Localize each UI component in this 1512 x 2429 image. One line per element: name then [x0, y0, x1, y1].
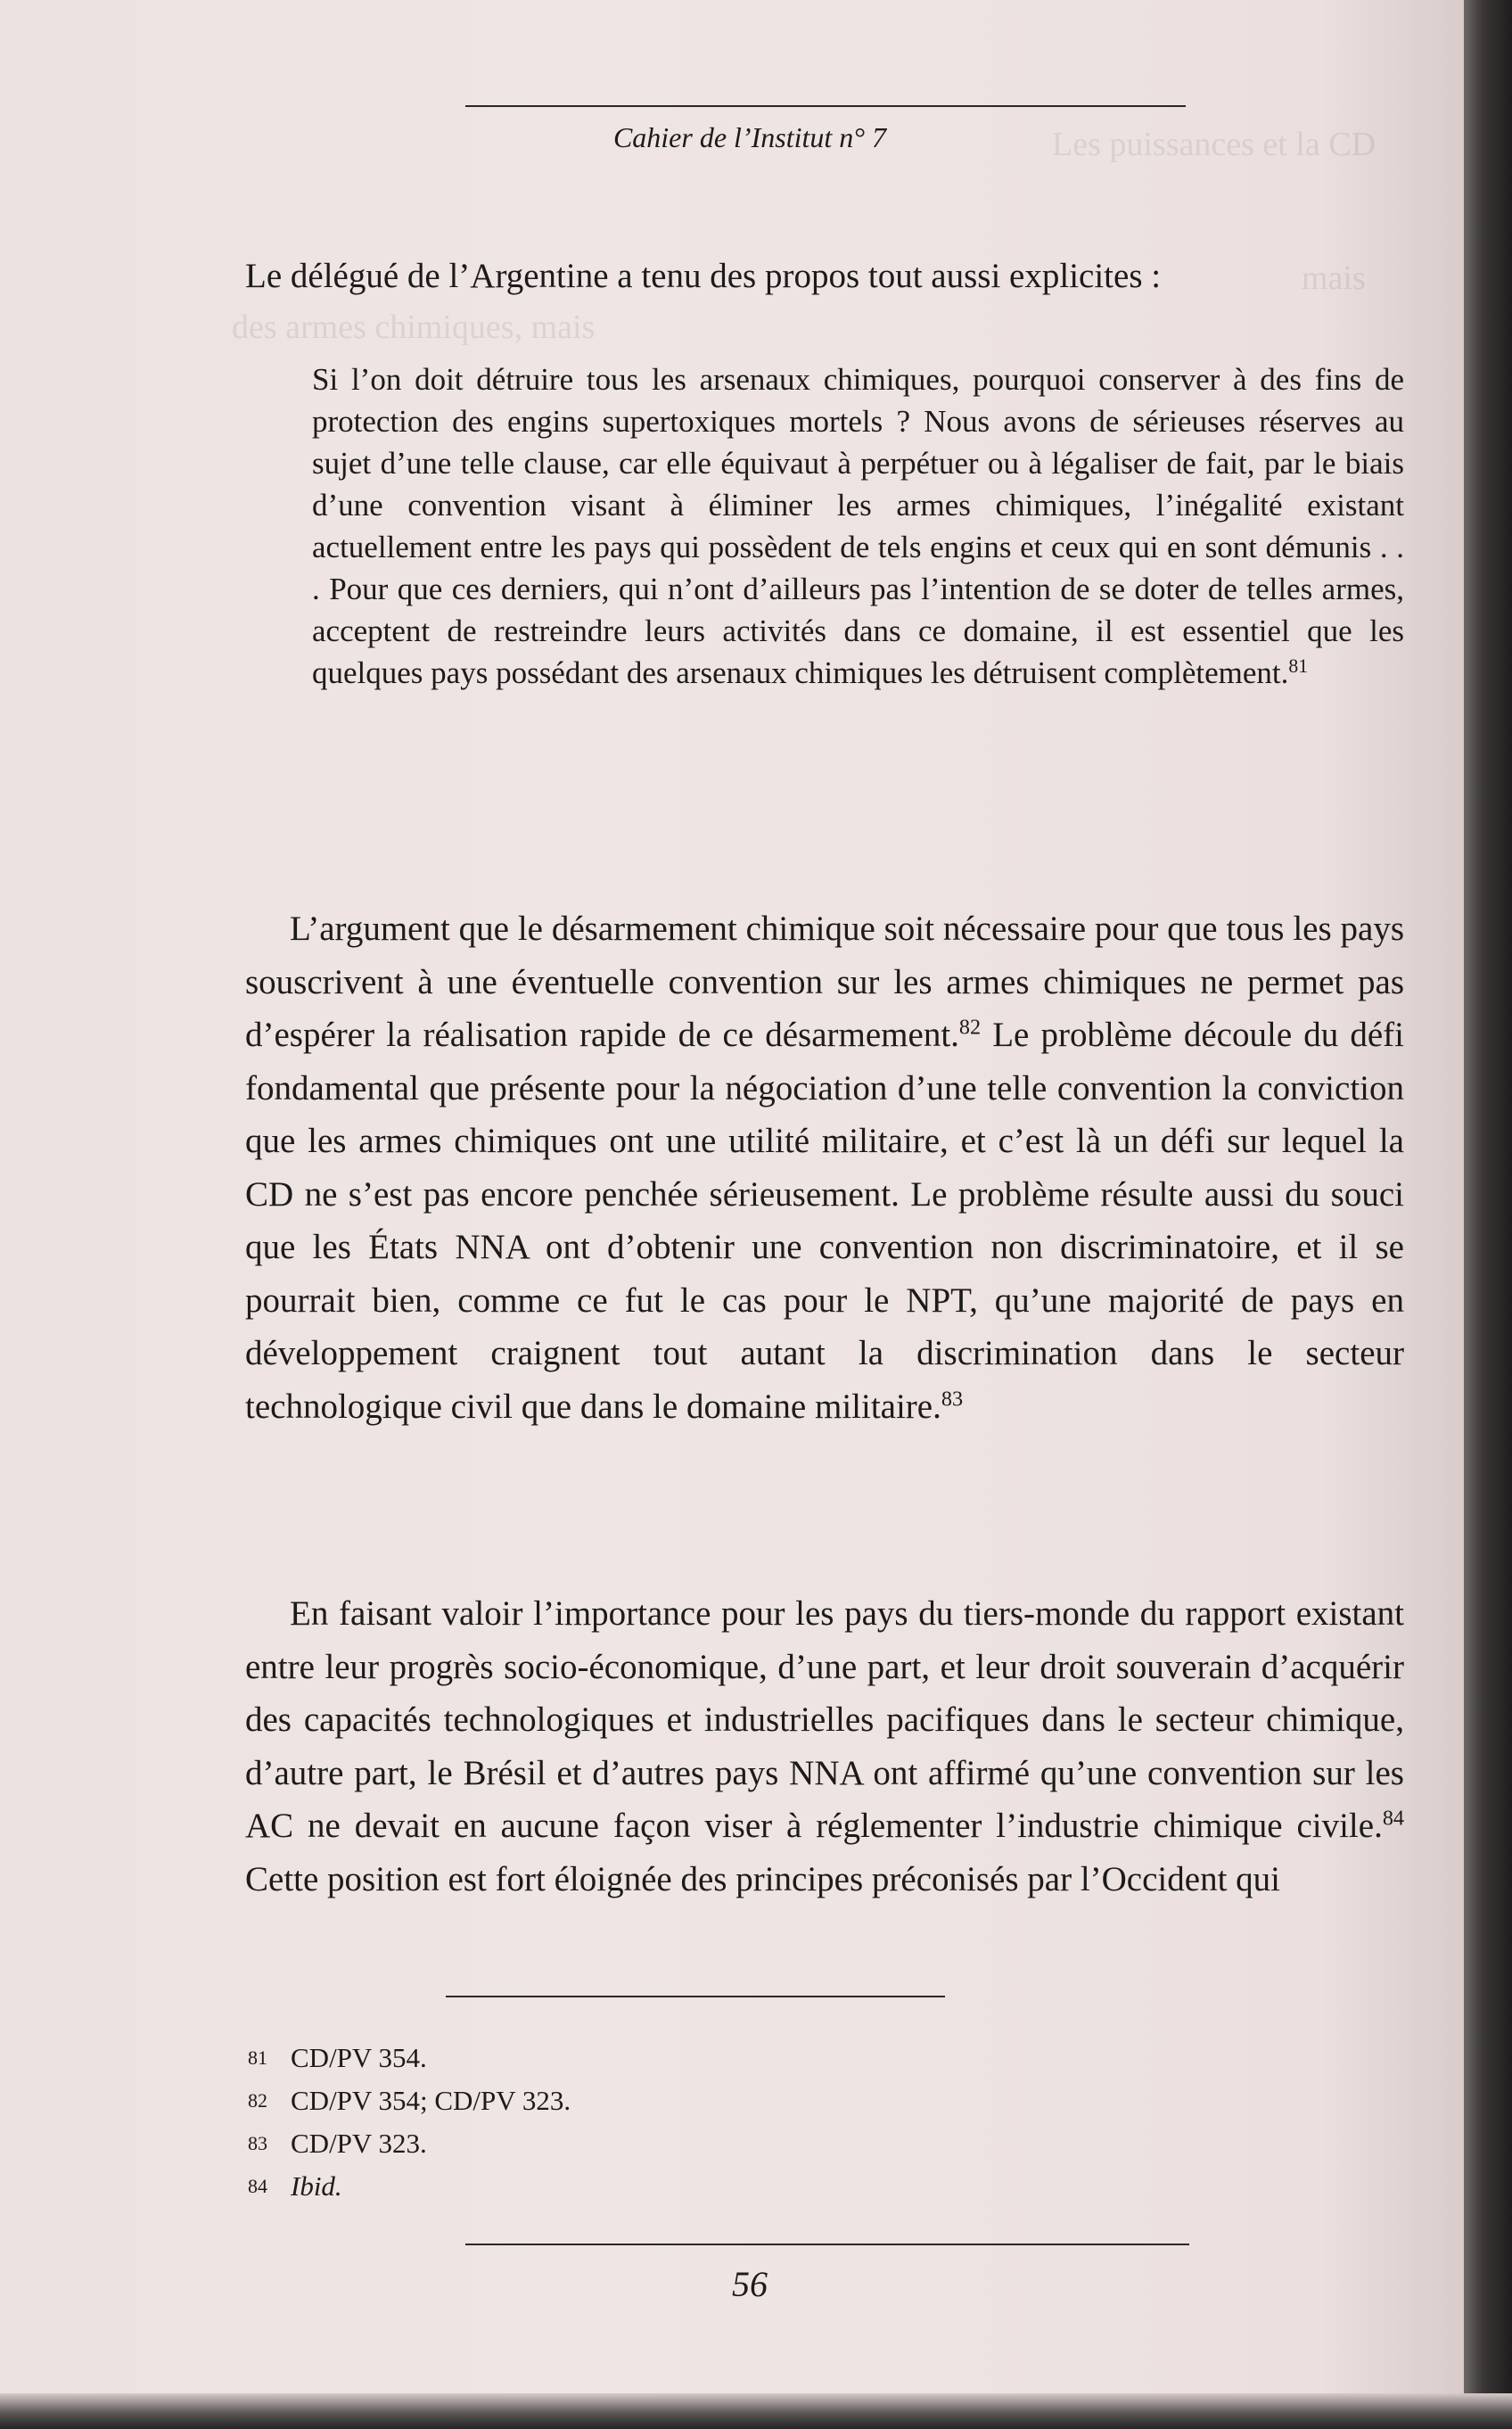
footnote-item: [248, 2165, 571, 2208]
footnote-ref-84[interactable]: 84: [1382, 1806, 1404, 1831]
block-quote: [312, 358, 1404, 694]
footnote-text: CD/PV 354.: [291, 2042, 427, 2073]
footnote-item: [248, 2122, 571, 2165]
faisant-text-1: En faisant valoir l’importance pour les pays du tiers-monde du rapport existant entre leur progrès socio-économique, d’une part, et leur droit souverain d’acquérir des capacités technologiques et industrielles pacifiques dans le secteur chimique, d’autre part, le Brésil et d’autres pays NNA ont affirmé qu’une convention sur les AC ne devait en aucune façon viser à réglementer l’industrie chimique civile.: [245, 1594, 1404, 1845]
intro-paragraph: [245, 250, 1404, 303]
header-rule: [465, 105, 1186, 107]
footer-rule: [465, 2244, 1189, 2245]
running-header: Cahier de l’Institut n° 7: [612, 121, 887, 153]
footnote-ref-83[interactable]: 83: [941, 1387, 964, 1412]
footnote-number: 83: [248, 2132, 267, 2154]
footnote-item: [248, 2079, 571, 2122]
footnote-item: [248, 2037, 571, 2079]
footnote-number: 81: [248, 2046, 267, 2069]
page-bottom-edge: [0, 2393, 1512, 2429]
footnote-text: CD/PV 354; CD/PV 323.: [291, 2085, 571, 2116]
book-spine-shadow: [1464, 0, 1512, 2429]
footnote-text: Ibid.: [291, 2170, 342, 2202]
footnote-ref-81[interactable]: 81: [1288, 655, 1309, 678]
faisant-paragraph: [245, 1587, 1404, 1906]
argument-text-1: L’argument que le désarmement chimique soit nécessaire pour que tous les pays souscrivent à une éventuelle convention sur les armes chimiques ne permet pas d’espérer la réalisation rapide de ce désarmement.: [245, 910, 1404, 1054]
footnote-number: 82: [248, 2089, 267, 2112]
faisant-text-2: Cette position est fort éloignée des principes préconisés par l’Occident qui: [245, 1859, 1280, 1898]
page-number: 56: [732, 2264, 768, 2304]
argument-paragraph: [245, 902, 1404, 1433]
intro-text: Le délégué de l’Argentine a tenu des propos tout aussi explicites :: [245, 257, 1162, 295]
footnote-ref-82[interactable]: 82: [958, 1015, 982, 1040]
footnote-text: CD/PV 323.: [291, 2128, 427, 2159]
argument-text-2: Le problème découle du défi fondamental que présente pour la négociation d’une telle convention la conviction que les armes chimiques ont une utilité militaire, et c’est là un défi sur lequel la CD ne s’est pas encore penchée sérieusement. Le problème résulte aussi du souci que les États NNA ont d’obtenir une convention non discriminatoire, et il se pourrait bien, comme ce fut le cas pour le NPT, qu’une majorité de pays en développement craignent tout autant la discrimination dans le secteur technologique civil que dans le domaine militaire.: [245, 1016, 1405, 1426]
footnote-rule: [446, 1996, 945, 1997]
footnotes: [248, 2037, 571, 2208]
quote-text: Si l’on doit détruire tous les arsenaux chimiques, pourquoi conserver à des fins de protection des engins supertoxiques mortels ? Nous avons de sérieuses réserves au sujet d’une telle clause, car elle équivaut à perpétuer ou à légaliser de fait, par le biais d’une convention visant à éliminer les armes chimiques, l’inégalité existant actuellement entre les pays qui possèdent de tels engins et ceux qui en sont démunis . . . Pour que ces derniers, qui n’ont d’ailleurs pas l’intention de se doter de telles armes, acceptent de restreindre leurs activités dans ce domaine, il est essentiel que les quelques pays possédant des arsenaux chimiques les détruisent complètement.: [312, 362, 1404, 690]
footnote-number: 84: [248, 2175, 267, 2197]
